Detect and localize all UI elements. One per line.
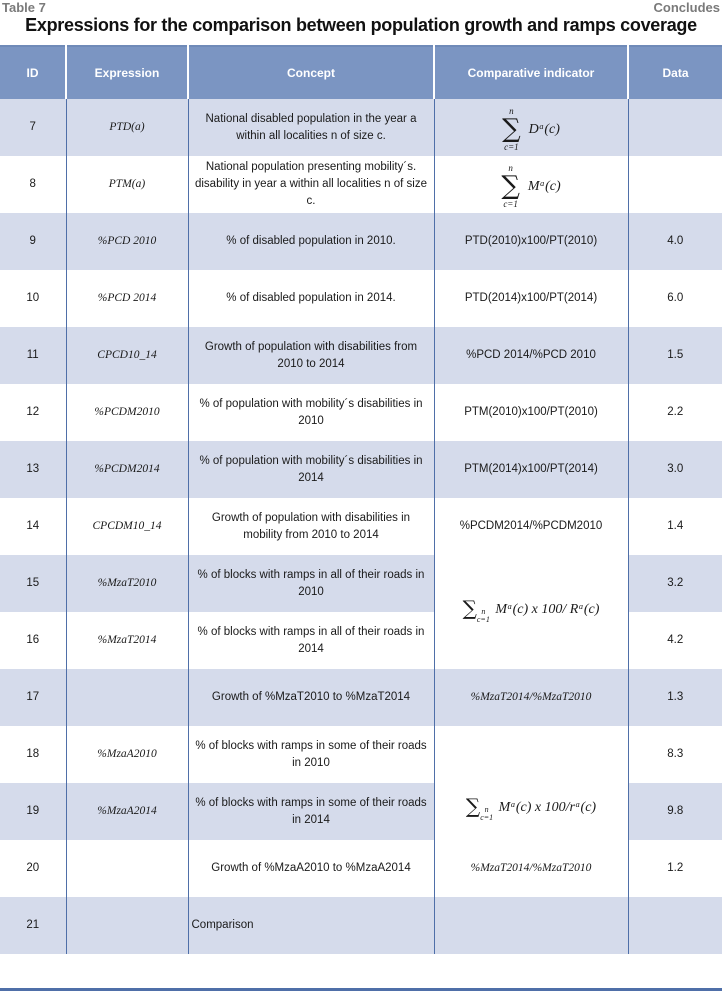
cell-data: 4.0 (628, 213, 722, 270)
sigma-icon: ∑ (462, 596, 477, 620)
summation-formula (465, 794, 597, 822)
cell-indicator (434, 897, 628, 954)
cell-data: 1.2 (628, 840, 722, 897)
table-row (0, 840, 722, 897)
table-row (0, 726, 722, 783)
summation-formula (462, 596, 600, 624)
sum-body: Mᵃ(c) (527, 178, 561, 194)
cell-expression: PTD(a) (66, 99, 188, 156)
cell-expression: %PCD 2010 (66, 213, 188, 270)
cell-id: 11 (0, 327, 66, 384)
cell-indicator-merged (434, 555, 628, 669)
sum-body: Mᵃ(c) x 100/ Rᵃ(c) (495, 602, 600, 617)
cell-id: 12 (0, 384, 66, 441)
cell-data: 1.3 (628, 669, 722, 726)
table-row (0, 669, 722, 726)
cell-indicator (434, 156, 628, 213)
col-header-expression: Expression (66, 46, 188, 99)
cell-id: 21 (0, 897, 66, 954)
sum-upper: n (481, 607, 486, 616)
cell-indicator: %PCDM2014/%PCDM2010 (434, 498, 628, 555)
cell-concept: Comparison (188, 897, 434, 954)
cell-expression (66, 897, 188, 954)
table-row (0, 555, 722, 612)
cell-indicator: %MzaT2014/%MzaT2010 (434, 840, 628, 897)
expressions-table (0, 45, 722, 954)
cell-data: 8.3 (628, 726, 722, 783)
cell-indicator (434, 99, 628, 156)
sum-upper: n (508, 163, 513, 173)
cell-concept: % of blocks with ramps in all of their roads in 2010 (188, 555, 434, 612)
cell-data: 9.8 (628, 783, 722, 840)
cell-concept: % of blocks with ramps in some of their roads in 2010 (188, 726, 434, 783)
cell-concept: Growth of population with disabilities from 2010 to 2014 (188, 327, 434, 384)
cell-id: 8 (0, 156, 66, 213)
cell-data (628, 897, 722, 954)
cell-data: 6.0 (628, 270, 722, 327)
table-row (0, 156, 722, 213)
cell-indicator-merged (434, 726, 628, 840)
cell-data (628, 156, 722, 213)
sigma-icon: ∑ (501, 171, 520, 201)
cell-concept: % of disabled population in 2014. (188, 270, 434, 327)
cell-expression: %MzaA2014 (66, 783, 188, 840)
cell-expression (66, 669, 188, 726)
sum-lower: c=1 (480, 813, 494, 822)
cell-expression: %PCDM2014 (66, 441, 188, 498)
cell-indicator: PTM(2014)x100/PT(2014) (434, 441, 628, 498)
table-row (0, 441, 722, 498)
cell-id: 16 (0, 612, 66, 669)
table-header-row (0, 46, 722, 99)
cell-concept: % of population with mobility´s disabilities in 2010 (188, 384, 434, 441)
cell-indicator: PTD(2010)x100/PT(2010) (434, 213, 628, 270)
table-row (0, 213, 722, 270)
table-caption: Expressions for the comparison between population growth and ramps coverage (25, 15, 697, 35)
sigma-icon: ∑ (502, 114, 521, 144)
cell-id: 13 (0, 441, 66, 498)
cell-concept: Growth of %MzaT2010 to %MzaT2014 (188, 669, 434, 726)
cell-id: 7 (0, 99, 66, 156)
cell-expression (66, 840, 188, 897)
cell-expression: %PCD 2014 (66, 270, 188, 327)
cell-concept: Growth of %MzaA2010 to %MzaA2014 (188, 840, 434, 897)
continuation-label: Concludes (653, 0, 720, 15)
col-header-id: ID (0, 46, 66, 99)
cell-data: 3.0 (628, 441, 722, 498)
cell-data: 2.2 (628, 384, 722, 441)
cell-data: 1.5 (628, 327, 722, 384)
cell-concept: National population presenting mobility´s. disability in year a within all localities n of size c. (188, 156, 434, 213)
sum-upper: n (509, 106, 514, 116)
sum-lower: c=1 (504, 142, 519, 152)
cell-id: 15 (0, 555, 66, 612)
cell-data (628, 99, 722, 156)
cell-expression: CPCDM10_14 (66, 498, 188, 555)
cell-concept: % of blocks with ramps in all of their roads in 2014 (188, 612, 434, 669)
col-header-indicator: Comparative indicator (434, 46, 628, 99)
cell-indicator: %MzaT2014/%MzaT2010 (434, 669, 628, 726)
cell-concept: Growth of population with disabilities in mobility from 2010 to 2014 (188, 498, 434, 555)
sum-lower: c=1 (503, 199, 518, 209)
summation-formula (502, 106, 560, 152)
table-row (0, 897, 722, 954)
cell-concept: % of blocks with ramps in some of their roads in 2014 (188, 783, 434, 840)
cell-id: 9 (0, 213, 66, 270)
cell-expression: %MzaA2010 (66, 726, 188, 783)
table-label: Table 7 (2, 0, 46, 15)
cell-data: 3.2 (628, 555, 722, 612)
cell-indicator: PTD(2014)x100/PT(2014) (434, 270, 628, 327)
table-row (0, 270, 722, 327)
table-row (0, 498, 722, 555)
cell-indicator: %PCD 2014/%PCD 2010 (434, 327, 628, 384)
cell-expression: %PCDM2010 (66, 384, 188, 441)
cell-data: 4.2 (628, 612, 722, 669)
table-row (0, 384, 722, 441)
col-header-data: Data (628, 46, 722, 99)
cell-id: 14 (0, 498, 66, 555)
cell-concept: National disabled population in the year a within all localities n of size c. (188, 99, 434, 156)
table-row (0, 327, 722, 384)
table-row (0, 99, 722, 156)
cell-id: 18 (0, 726, 66, 783)
cell-expression: %MzaT2010 (66, 555, 188, 612)
cell-concept: % of population with mobility´s disabilities in 2014 (188, 441, 434, 498)
cell-expression: PTM(a) (66, 156, 188, 213)
summation-formula (501, 163, 560, 209)
sum-lower: c=1 (476, 615, 490, 624)
cell-id: 17 (0, 669, 66, 726)
sum-body: Mᵃ(c) x 100/rᵃ(c) (498, 800, 597, 815)
cell-id: 10 (0, 270, 66, 327)
cell-id: 19 (0, 783, 66, 840)
sum-upper: n (484, 805, 489, 814)
cell-expression: CPCD10_14 (66, 327, 188, 384)
sigma-icon: ∑ (465, 794, 481, 818)
cell-indicator: PTM(2010)x100/PT(2010) (434, 384, 628, 441)
col-header-concept: Concept (188, 46, 434, 99)
cell-concept: % of disabled population in 2010. (188, 213, 434, 270)
cell-data: 1.4 (628, 498, 722, 555)
cell-id: 20 (0, 840, 66, 897)
sum-body: Dᵃ(c) (528, 121, 560, 137)
cell-expression: %MzaT2014 (66, 612, 188, 669)
